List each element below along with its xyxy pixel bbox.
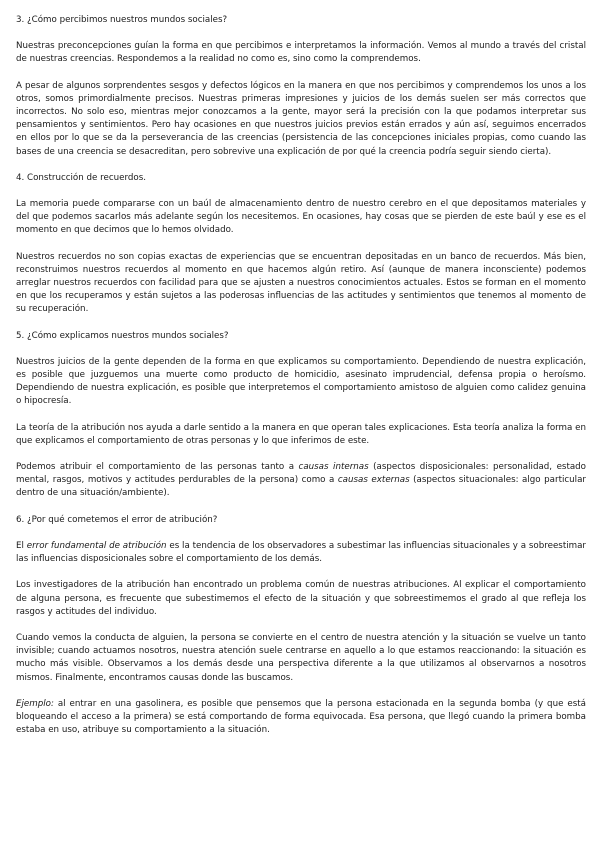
section-5-heading: 5. ¿Cómo explicamos nuestros mundos sociales? <box>16 330 229 341</box>
term-causas-externas: causas externas <box>337 475 410 486</box>
text-run: Podemos atribuir el comportamiento de las personas tanto a <box>16 462 299 473</box>
text-run: El <box>16 540 27 551</box>
section-5-paragraph-1: Nuestros juicios de la gente dependen de la forma en que explicamos su comportamiento. Dependiendo de nuestra explicación, es posible que juzguemos una muerte como producto de homicidio, asesinato imprudencial, defensa propia o heroísmo. Dependiendo de nuestra explicación, es posible que interpretemos el comportamiento amistoso de alguien como calidez genuina o hipocresía. <box>16 356 586 407</box>
section-6-paragraph-3: Cuando vemos la conducta de alguien, la persona se convierte en el centro de nuestra atención y la situación se vuelve un tanto invisible; cuando actuamos nosotros, nuestra atención suele centrarse en aquello a lo que estamos reaccionando: la situación es mucho más visible. Observamos a los demás desde una perspectiva diferente a la que utilizamos al observarnos a nosotros mismos. Finalmente, encontramos causas donde las buscamos. <box>16 632 586 683</box>
term-causas-internas: causas internas <box>298 462 369 473</box>
section-4-heading: 4. Construcción de recuerdos. <box>16 172 147 183</box>
text-run: (aspectos disposicionales: personalidad, estado mental, rasgos, motivos y actitudes perdurables de la persona) como a <box>16 462 587 486</box>
example-label: Ejemplo: <box>16 698 54 709</box>
section-4-paragraph-1: La memoria puede compararse con un baúl de almacenamiento dentro de nuestro cerebro en el que depositamos materiales y del que podemos sacarlos más adelante según los necesitemos. En ocasiones, hay cosas que se pierden de este baúl y ese es el momento en que decimos que lo hemos olvidado. <box>16 199 586 236</box>
text-run: es la tendencia de los observadores a subestimar las influencias situacionales y a sobreestimar las influencias disposicionales sobre el comportamiento de los demás. <box>16 540 586 565</box>
text-run: al entrar en una gasolinera, es posible que pensemos que la persona estacionada en la segunda bomba (y que está bloqueando el acceso a la primera) se está comportando de forma equivocada. Esa persona, que llegó cuando la primera bomba estaba en uso, atribuye su comportamiento a la situación. <box>16 698 586 736</box>
document-page <box>16 14 586 750</box>
section-3-paragraph-2: A pesar de algunos sorprendentes sesgos y defectos lógicos en la manera en que nos percibimos y comprendemos los unos a los otros, somos primordialmente precisos. Nuestras primeras impresiones y juicios de los demás suelen ser más correctos que incorrectos. No solo eso, mientras mejor conozcamos a la gente, mayor será la precisión con la que podamos interpretar sus pensamientos y sentimientos. Pero hay ocasiones en que nuestros juicios previos están errados y aún así, seguimos encerrados en ellos por lo que se da la perseverancia de las creencias (persistencia de las concepciones iniciales propias, como cuando las bases de una creencia se desacreditan, pero sobrevive una explicación de por qué la creencia podría seguir siendo cierta). <box>16 80 586 157</box>
section-4-paragraph-2: Nuestros recuerdos no son copias exactas de experiencias que se encuentran depositadas en un banco de recuerdos. Más bien, reconstruimos nuestros recuerdos al momento en que hacemos algún retiro. Así (aunque de manera inconsciente) podemos arreglar nuestros recuerdos con facilidad para que se ajusten a nuestros conocimientos actuales. Estos se forman en el momento en que los recuperamos y están sujetos a las poderosas influencias de las actitudes y sentimientos que tenemos al momento de su recuperación. <box>16 251 586 315</box>
text-run: (aspectos situacionales: algo particular dentro de una situación/ambiente). <box>16 475 586 499</box>
section-6-heading: 6. ¿Por qué cometemos el error de atribución? <box>16 514 218 525</box>
section-5-paragraph-3 <box>16 461 586 501</box>
term-error-fundamental: error fundamental de atribución <box>26 540 167 551</box>
section-6-paragraph-4 <box>16 698 586 738</box>
section-6-paragraph-1 <box>16 540 586 566</box>
section-6-paragraph-2: Los investigadores de la atribución han encontrado un problema común de nuestras atribuciones. Al explicar el comportamiento de alguna persona, es frecuente que subestimemos el efecto de la situación y que sobreestimemos el grado al que refleja los rasgos y actitudes del individuo. <box>16 580 586 617</box>
section-3-paragraph-1: Nuestras preconcepciones guían la forma en que percibimos e interpretamos la información. Vemos al mundo a través del cristal de nuestras creencias. Respondemos a la realidad no como es, sino como la comprendemos. <box>16 41 586 65</box>
section-5-paragraph-2: La teoría de la atribución nos ayuda a darle sentido a la manera en que operan tales explicaciones. Esta teoría analiza la forma en que explicamos el comportamiento de otras personas y lo que inferimos de este. <box>16 422 586 446</box>
section-3-heading: 3. ¿Cómo percibimos nuestros mundos sociales? <box>16 15 228 25</box>
